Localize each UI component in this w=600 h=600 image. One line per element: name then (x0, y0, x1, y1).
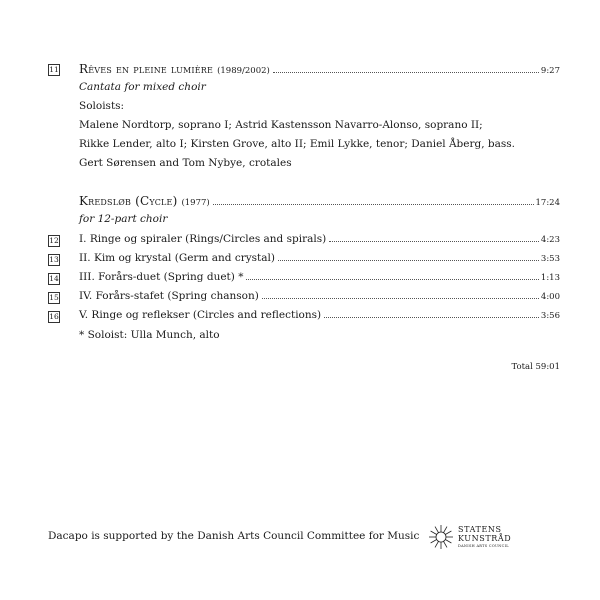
soloists-line: Malene Nordtorp, soprano I; Astrid Kastensson Navarro-Alonso, soprano II; (79, 119, 483, 131)
track-number-14: 14 (49, 274, 59, 283)
work1-duration: 9:27 (540, 66, 560, 76)
movement-title: III. Forårs-duet (Spring duet) * (79, 271, 244, 283)
movement-title: II. Kim og krystal (Germ and crystal) (79, 252, 275, 264)
leader-dots (213, 204, 534, 205)
track-number-15: 15 (49, 293, 59, 302)
work2-duration: 17:24 (535, 198, 560, 208)
movement-line (79, 252, 560, 264)
movement-line (79, 233, 560, 245)
leader-dots (329, 241, 539, 242)
movement-line (79, 271, 560, 283)
movement-duration: 4:23 (540, 235, 560, 245)
work1-years: (1989/2002) (217, 66, 270, 76)
soloists-line: Rikke Lender, alto I; Kirsten Grove, alto II; Emil Lykke, tenor; Daniel Åberg, bass. (79, 138, 516, 150)
logo-text-danish-arts-council: DANISH ARTS COUNCIL (458, 544, 509, 548)
track-number-11: 11 (49, 65, 59, 74)
movement-line (79, 290, 560, 302)
leader-dots (324, 317, 539, 318)
soloists-heading: Soloists: (79, 100, 125, 112)
total-duration: Total 59:01 (511, 362, 560, 372)
track-number-16: 16 (49, 312, 59, 321)
track-number-12: 12 (49, 236, 59, 245)
movement-duration: 3:53 (540, 254, 560, 264)
soloist-note: * Soloist: Ulla Munch, alto (79, 329, 220, 341)
work1-title: Rêves en pleine lumière (79, 62, 214, 76)
movement-title: I. Ringe og spiraler (Rings/Circles and spirals) (79, 233, 327, 245)
logo-text-statens: STATENS (458, 525, 502, 534)
movement-duration: 4:00 (540, 292, 560, 302)
work1-subtitle: Cantata for mixed choir (79, 81, 206, 93)
work2-subtitle: for 12-part choir (79, 213, 168, 225)
leader-dots (262, 298, 539, 299)
work2-title: Kredsløb (Cycle) (79, 194, 178, 208)
movement-line (79, 309, 560, 321)
movement-duration: 1:13 (540, 273, 560, 283)
logo-text-kunstrad: KUNSTRÅD (458, 534, 512, 543)
statens-kunstrad-logo (428, 524, 538, 552)
leader-dots (246, 279, 538, 280)
movement-duration: 3:56 (540, 311, 560, 321)
work2-years: (1977) (181, 198, 210, 208)
work2-title-line (79, 194, 560, 208)
sunburst-logo-icon (428, 524, 454, 550)
leader-dots (273, 72, 539, 73)
support-statement: Dacapo is supported by the Danish Arts Council Committee for Music (48, 530, 420, 542)
work1-title-line (79, 62, 560, 76)
track-number-13: 13 (49, 255, 59, 264)
movement-title: IV. Forårs-stafet (Spring chanson) (79, 290, 259, 302)
leader-dots (278, 260, 539, 261)
soloists-line: Gert Sørensen and Tom Nybye, crotales (79, 157, 292, 169)
movement-title: V. Ringe og reflekser (Circles and reflections) (79, 309, 322, 321)
